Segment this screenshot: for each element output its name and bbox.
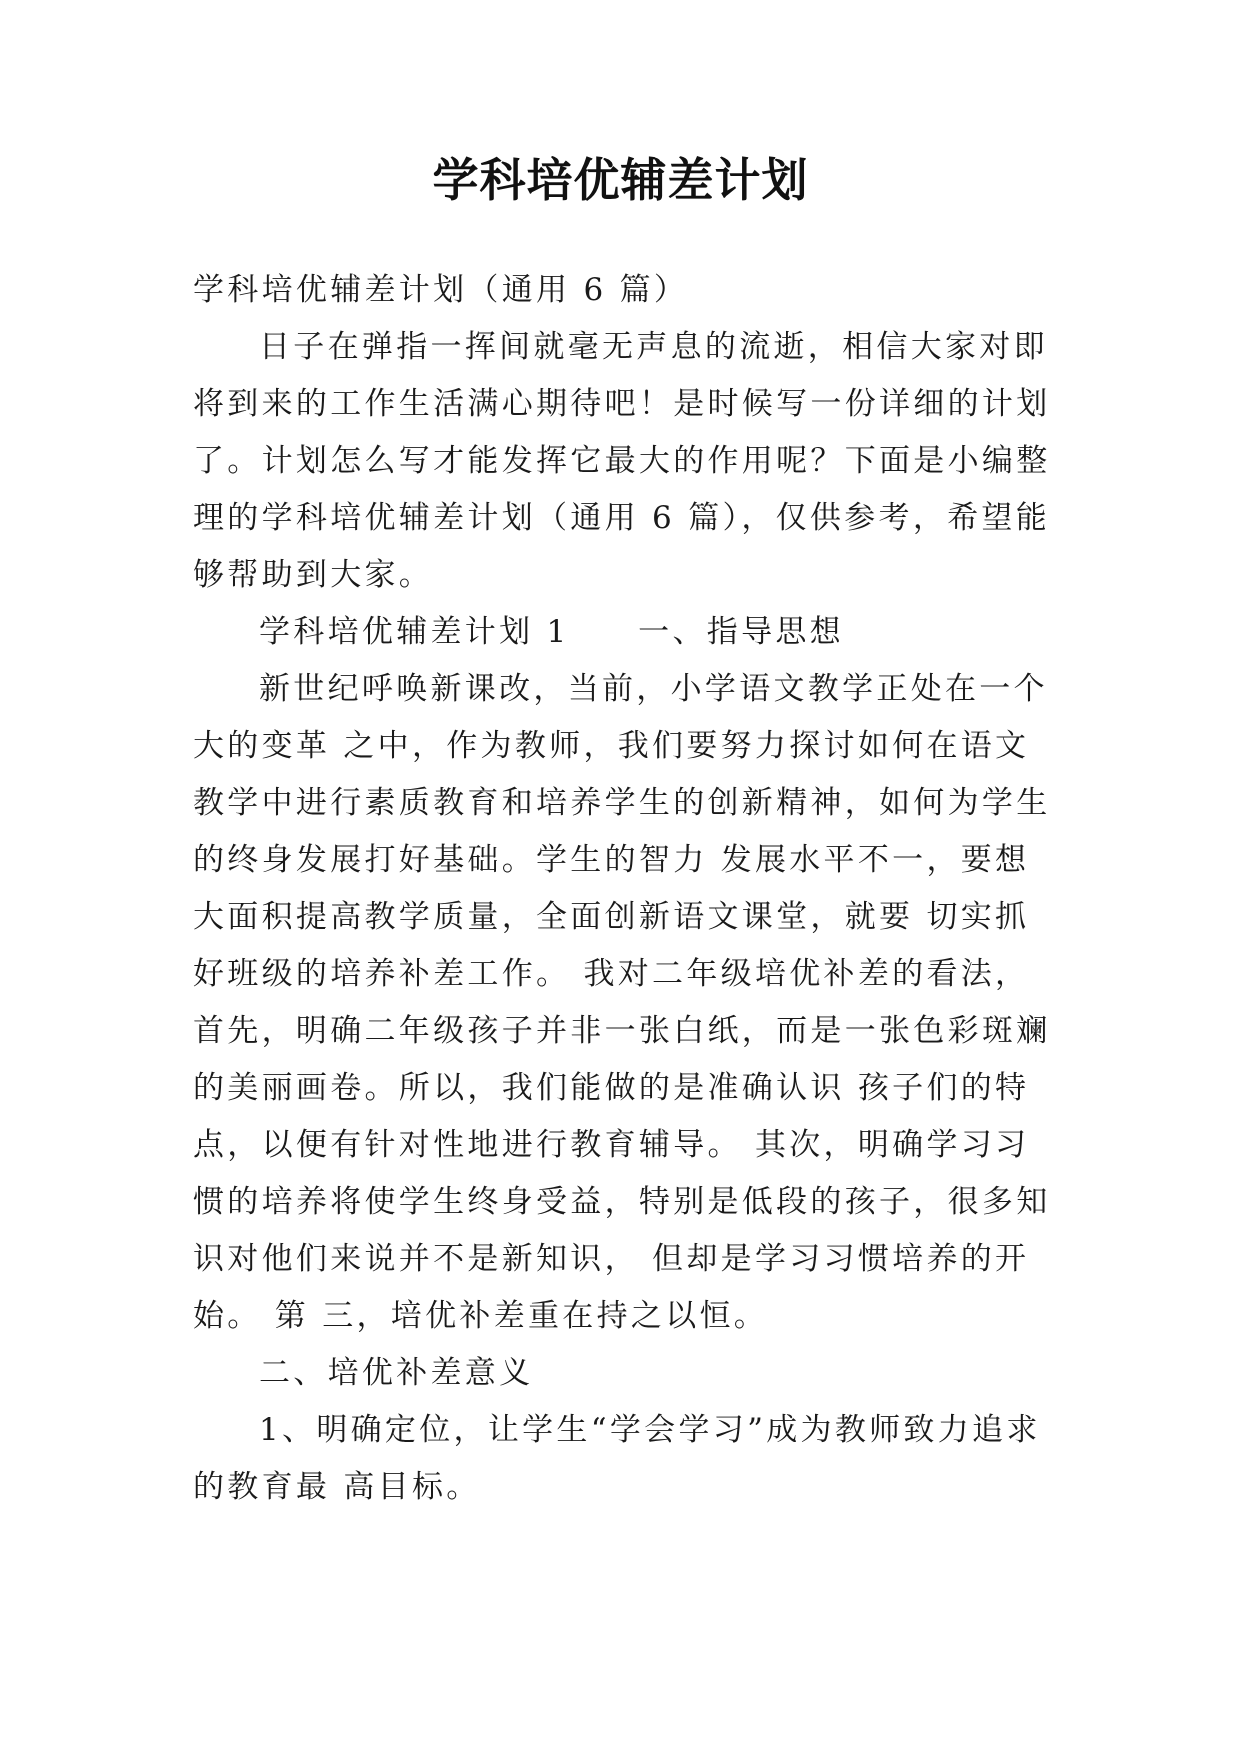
section-heading-paragraph: 二、培优补差意义: [259, 1355, 534, 1391]
numbered-item-paragraph: 1、明确定位，让学生“学会学习”成为教师致力追求的教育最 高目标。: [193, 1412, 1041, 1505]
section-heading-paragraph: 学科培优辅差计划 1 一、指导思想: [259, 614, 844, 650]
guiding-thought-paragraph: 新世纪呼唤新课改，当前，小学语文教学正处在一个大的变革 之中，作为教师，我们要努力探讨如何在语文教学中进行素质教育和培养学生的创新精神，如何为学生的终身发展打好基础。学生的智力 发展水平不一，要想大面积提高教学质量，全面创新语文课堂，就要 切实抓好班级的培养补差工作。 我对二年级培优补差的看法，首先，明确二年级孩子并非一张白纸，而是一张色彩斑斓的美丽画卷。所以，我们能做的是准确认识 孩子们的特点，以便有针对性地进行教育辅导。 其次，明确学习习惯的培养将使学生终身受益，特别是低段的孩子，很多知识对他们来说并不是新知识， 但却是学习习惯培养的开始。 第 三，培优补差重在持之以恒。: [193, 671, 1051, 1334]
document-title: 学科培优辅差计划: [432, 153, 809, 207]
subtitle-paragraph: 学科培优辅差计划（通用 6 篇）: [193, 272, 689, 308]
intro-paragraph: 日子在弹指一挥间就毫无声息的流逝，相信大家对即将到来的工作生活满心期待吧！是时候写一份详细的计划了。计划怎么写才能发挥它最大的作用呢？下面是小编整理的学科培优辅差计划（通用 6 篇），仅供参考，希望能够帮助到大家。: [193, 329, 1051, 593]
document-body: [193, 262, 1053, 1516]
